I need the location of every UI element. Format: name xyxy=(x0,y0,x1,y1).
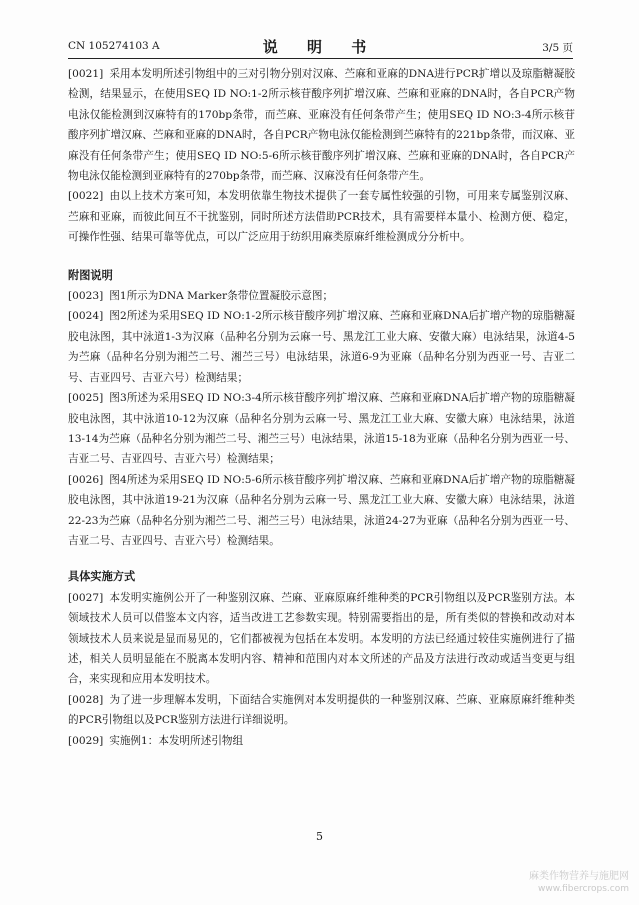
paragraph-number: [0025] xyxy=(68,392,104,405)
paragraph xyxy=(68,588,575,690)
page-header xyxy=(68,34,573,59)
paragraph xyxy=(68,470,575,552)
paragraph xyxy=(68,690,575,731)
paragraph-number: [0024] xyxy=(68,310,104,323)
section-heading-embodiments: 具体实施方式 xyxy=(68,570,136,584)
page-of-total: 3/5 页 xyxy=(542,42,573,54)
paragraph xyxy=(68,286,575,306)
paragraph-number: [0028] xyxy=(68,693,104,706)
paragraph-text: 图1所示为DNA Marker条带位置凝胶示意图； xyxy=(109,290,334,303)
paragraph xyxy=(68,64,575,186)
paragraph-number: [0023] xyxy=(68,290,104,303)
paragraph-text: 本发明实施例公开了一种鉴别汉麻、苎麻、亚麻原麻纤维种类的PCR引物组以及PCR鉴别方法。本领域技术人员可以借鉴本文内容，适当改进工艺参数实现。特别需要指出的是，所有类似的替换和改动对本领域技术人员来说是显而易见的，它们都被视为包括在本发明。本发明的方法已经通过较佳实施例进行了描述，相关人员明显能在不脱离本发明内容、精神和范围内对本文所述的产品及方法进行改动或适当变更与组合，来实现和应用本发明技术。 xyxy=(68,591,575,686)
paragraph-text: 由以上技术方案可知，本发明依靠生物技术提供了一套专属性较强的引物，可用来专属鉴别汉麻、苎麻和亚麻，而彼此间互不干扰鉴别，同时所述方法借助PCR技术，具有需要样本量小、检测方便、稳定，可操作性强、结果可靠等优点，可以广泛应用于纺织用麻类原麻纤维检测成分分析中。 xyxy=(68,190,575,244)
paragraph xyxy=(68,186,575,247)
paragraph-text: 采用本发明所述引物组中的三对引物分别对汉麻、苎麻和亚麻的DNA进行PCR扩增以及琼脂糖凝胶检测，结果显示，在使用SEQ ID NO:1-2所示核苷酸序列扩增汉麻、苎麻和亚麻的DNA时，各自PCR产物电泳仅能检测到汉麻特有的170bp条带，而苎麻、亚麻没有任何条带产生；使用SEQ ID NO:3-4所示核苷酸序列扩增汉麻、苎麻和亚麻的DNA时，各自PCR产物电泳仅能检测到苎麻特有的221bp条带，而汉麻、亚麻没有任何条带产生；使用SEQ ID NO:5-6所示核苷酸序列扩增汉麻、苎麻和亚麻的DNA时，各自PCR产物电泳仅能检测到亚麻特有的270bp条带，而苎麻、汉麻没有任何条带产生。 xyxy=(68,68,575,183)
paragraph xyxy=(68,731,575,751)
paragraph-text: 为了进一步理解本发明，下面结合实施例对本发明提供的一种鉴别汉麻、苎麻、亚麻原麻纤维种类的PCR引物组以及PCR鉴别方法进行详细说明。 xyxy=(68,693,575,727)
section-heading-figures: 附图说明 xyxy=(68,268,113,282)
paragraph-text: 图2所述为采用SEQ ID NO:1-2所示核苷酸序列扩增汉麻、苎麻和亚麻DNA后扩增产物的琼脂糖凝胶电泳图，其中泳道1-3为汉麻（品种名分别为云麻一号、黑龙江工业大麻、安徽大麻）电泳结果，泳道4-5为苎麻（品种名分别为湘苎二号、湘苎三号）电泳结果，泳道6-9为亚麻（品种名分别为西亚一号、吉亚二号、吉亚四号、吉亚六号）检测结果； xyxy=(68,310,575,384)
page-number: 5 xyxy=(316,830,323,843)
paragraph xyxy=(68,388,575,470)
watermark-site-name: 麻类作物营养与施肥网 xyxy=(529,871,629,882)
document-body xyxy=(68,64,575,751)
paragraph-text: 实施例1：本发明所述引物组 xyxy=(109,734,244,747)
paragraph-number: [0022] xyxy=(68,190,104,203)
paragraph-number: [0027] xyxy=(68,591,104,604)
site-watermark xyxy=(529,870,629,896)
paragraph-number: [0029] xyxy=(68,734,104,747)
paragraph-number: [0026] xyxy=(68,473,104,486)
paragraph xyxy=(68,306,575,388)
document-title: 说 明 书 xyxy=(262,38,379,56)
publication-number: CN 105274103 A xyxy=(68,40,160,52)
paragraph-text: 图4所述为采用SEQ ID NO:5-6所示核苷酸序列扩增汉麻、苎麻和亚麻DNA后扩增产物的琼脂糖凝胶电泳图，其中泳道19-21为汉麻（品种名分别为云麻一号、黑龙江工业大麻、安徽大麻）电泳结果，泳道22-23为苎麻（品种名分别为湘苎二号、湘苎三号）电泳结果，泳道24-27为亚麻（品种名分别为西亚一号、吉亚二号、吉亚四号、吉亚六号）检测结果。 xyxy=(68,473,575,547)
paragraph-text: 图3所述为采用SEQ ID NO:3-4所示核苷酸序列扩增汉麻、苎麻和亚麻DNA后扩增产物的琼脂糖凝胶电泳图，其中泳道10-12为汉麻（品种名分别为云麻一号、黑龙江工业大麻、安徽大麻）电泳结果，泳道13-14为苎麻（品种名分别为湘苎二号、湘苎三号）电泳结果，泳道15-18为亚麻（品种名分别为西亚一号、吉亚二号、吉亚四号、吉亚六号）检测结果； xyxy=(68,392,575,466)
watermark-url: www.fibercrops.com xyxy=(538,884,629,894)
paragraph-number: [0021] xyxy=(68,68,104,80)
